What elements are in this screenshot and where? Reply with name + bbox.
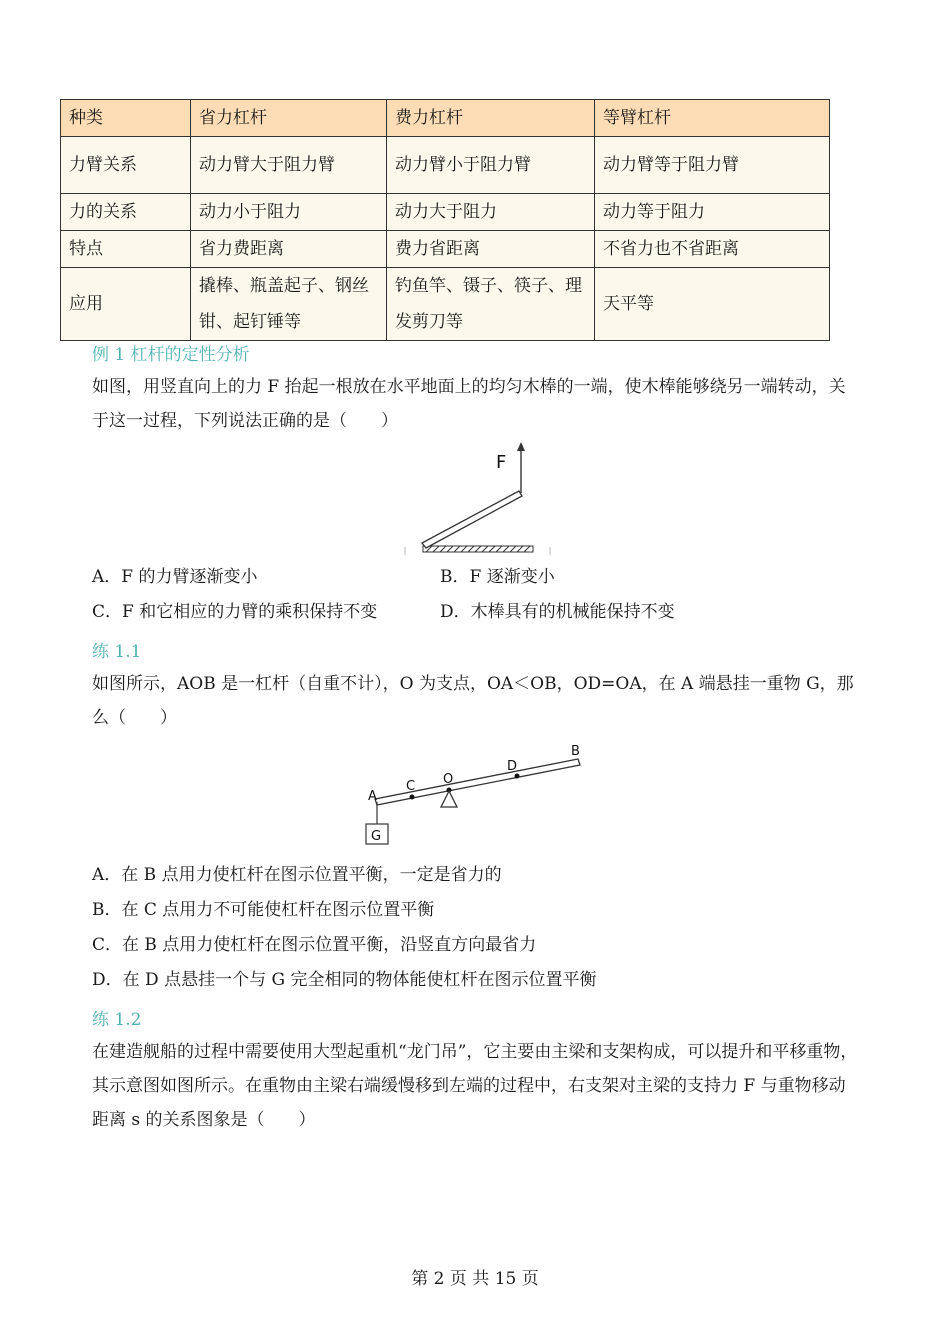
table-cell: 动力臂等于阻力臂 bbox=[595, 137, 830, 194]
table-cell: 动力等于阻力 bbox=[595, 194, 830, 231]
practice-1-1-option-d: D．在 D 点悬挂一个与 G 完全相同的物体能使杠杆在图示位置平衡 bbox=[92, 970, 597, 990]
practice-1-1-option-c: C．在 B 点用力使杠杆在图示位置平衡，沿竖直方向最省力 bbox=[92, 935, 537, 955]
practice-1-1-option-a: A．在 B 点用力使杠杆在图示位置平衡，一定是省力的 bbox=[92, 865, 502, 885]
table-cell: 特点 bbox=[61, 231, 191, 268]
practice-1-1-option-b: B．在 C 点用力不可能使杠杆在图示位置平衡 bbox=[92, 900, 435, 920]
label-b: B bbox=[571, 744, 580, 759]
table-row bbox=[61, 268, 830, 341]
table-cell: 撬棒、瓶盖起子、钢丝钳、起钉锤等 bbox=[191, 268, 387, 341]
table-cell: 力臂关系 bbox=[61, 137, 191, 194]
force-arrow-head bbox=[517, 442, 525, 451]
wooden-stick bbox=[422, 491, 522, 548]
example-1-heading: 例 1 杠杆的定性分析 bbox=[92, 345, 250, 365]
table-cell: 不省力也不省距离 bbox=[595, 231, 830, 268]
example-1-option-c: C．F 和它相应的力臂的乘积保持不变 bbox=[92, 602, 378, 622]
table-header-cell: 种类 bbox=[61, 100, 191, 137]
label-c: C bbox=[406, 779, 416, 794]
label-d: D bbox=[507, 759, 518, 774]
table-header-cell: 费力杠杆 bbox=[387, 100, 595, 137]
point-d-marker bbox=[515, 774, 520, 779]
example-1-option-b: B．F 逐渐变小 bbox=[440, 567, 555, 587]
example-1-option-a: A．F 的力臂逐渐变小 bbox=[92, 567, 258, 587]
force-label: F bbox=[496, 452, 507, 473]
table-header-row bbox=[61, 100, 830, 137]
example-1-option-d: D．木棒具有的机械能保持不变 bbox=[440, 602, 675, 622]
table-cell: 动力臂大于阻力臂 bbox=[191, 137, 387, 194]
table-row bbox=[61, 231, 830, 268]
table-cell: 力的关系 bbox=[61, 194, 191, 231]
fulcrum-triangle bbox=[441, 791, 457, 807]
practice-1-2-heading: 练 1.2 bbox=[92, 1010, 142, 1030]
table-cell: 动力大于阻力 bbox=[387, 194, 595, 231]
table-cell: 省力费距离 bbox=[191, 231, 387, 268]
practice-1-2-question: 在建造舰船的过程中需要使用大型起重机“龙门吊”，它主要由主梁和支架构成，可以提升和平移重物，其示意图如图所示。在重物由主梁右端缓慢移到左端的过程中，右支架对主梁的支持力 F 与重物移动距离 s 的关系图象是（ ） bbox=[92, 1042, 858, 1130]
example-1-figure bbox=[400, 440, 555, 560]
table-header-cell: 等臂杠杆 bbox=[595, 100, 830, 137]
practice-1-1-question: 如图所示，AOB 是一杠杆（自重不计），O 为支点，OA＜OB，OD=OA，在 A 端悬挂一重物 G，那么（ ） bbox=[92, 674, 854, 728]
label-o: O bbox=[443, 772, 454, 787]
practice-1-1-figure bbox=[360, 740, 590, 850]
point-c-marker bbox=[410, 795, 415, 800]
practice-1-1-heading: 练 1.1 bbox=[92, 642, 142, 662]
example-1-question: 如图，用竖直向上的力 F 抬起一根放在水平地面上的均匀木棒的一端，使木棒能够绕另一端转动，关于这一过程，下列说法正确的是（ ） bbox=[92, 377, 846, 431]
label-g: G bbox=[371, 829, 382, 844]
table-cell: 费力省距离 bbox=[387, 231, 595, 268]
table-cell: 动力小于阻力 bbox=[191, 194, 387, 231]
table-cell: 天平等 bbox=[595, 268, 830, 341]
table-cell: 动力臂小于阻力臂 bbox=[387, 137, 595, 194]
table-row bbox=[61, 137, 830, 194]
page-footer: 第 2 页 共 15 页 bbox=[411, 1269, 539, 1289]
table-cell: 应用 bbox=[61, 268, 191, 341]
label-a: A bbox=[368, 789, 377, 804]
table-header-cell: 省力杠杆 bbox=[191, 100, 387, 137]
table-row bbox=[61, 194, 830, 231]
table-cell: 钓鱼竿、镊子、筷子、理发剪刀等 bbox=[387, 268, 595, 341]
lever-comparison-table bbox=[60, 99, 830, 341]
